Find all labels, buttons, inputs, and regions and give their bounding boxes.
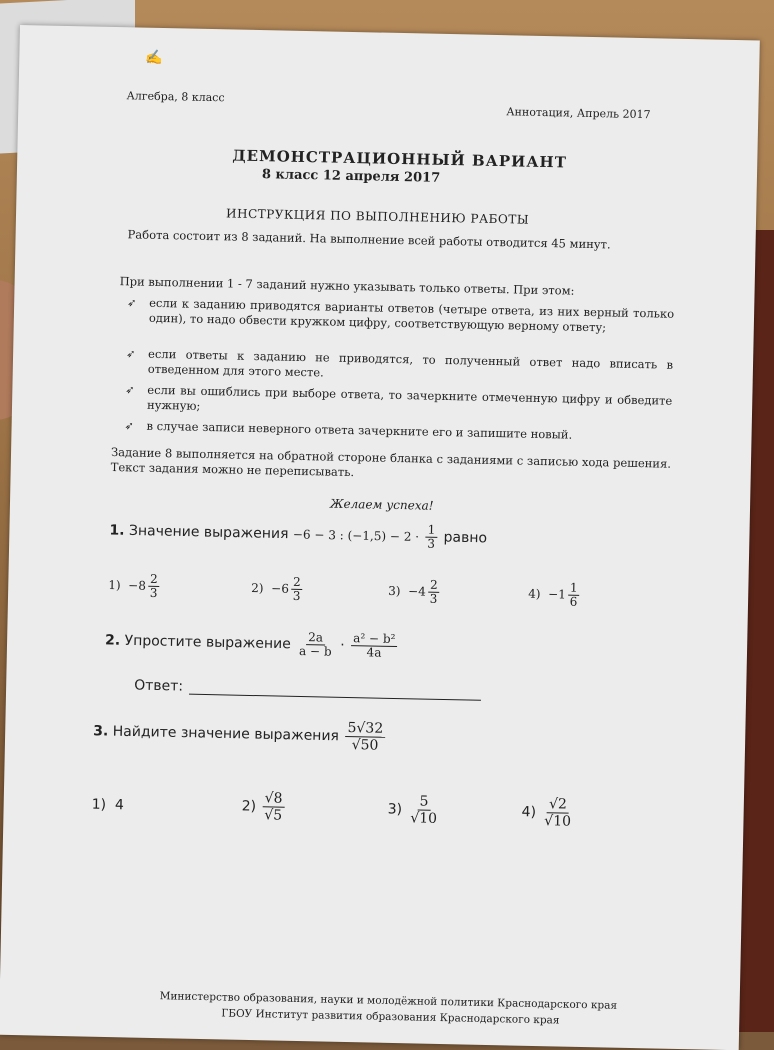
answer-line[interactable] [189,680,481,701]
footer-ministry: Министерство образования, науки и молодёжной политики Краснодарского края [159,990,618,1012]
question-text-end: равно [443,529,488,547]
fraction-numerator: √8 [262,790,284,807]
option-label: 1) [91,796,107,813]
header-subject: Алгебра, 8 класс [126,89,225,105]
bullet-item [124,418,671,445]
bullet-item [126,346,674,388]
good-luck-text: Желаем успеха! [329,496,434,513]
option-fraction [408,793,439,827]
option-2[interactable] [241,790,286,824]
fraction-denominator: √50 [351,737,379,754]
option-label: 3) [388,583,401,599]
option-4[interactable] [528,581,582,609]
option-fraction [542,796,573,830]
option-label: 1) [108,577,121,593]
bullet-icon: ➶ [125,383,135,397]
fraction-numerator: 2 [428,579,440,593]
option-3[interactable] [388,578,442,606]
bullet-icon: ➶ [127,296,137,310]
fraction-denominator: 3 [292,588,301,603]
fraction-numerator: 5 [417,793,430,810]
fraction-denominator: √5 [264,807,283,824]
fraction-numerator: √2 [547,796,569,813]
option-label: 4) [521,804,537,821]
option-fraction [262,790,285,823]
fraction-numerator: 1 [425,524,437,538]
multiply-sign: · [340,637,345,654]
fraction-denominator: a − b [298,643,332,659]
fraction-denominator: √10 [544,813,572,830]
bullet-icon: ➶ [126,347,136,361]
bullet-item [127,295,675,337]
question-text: Найдите значение выражения [112,723,340,745]
fraction [425,524,437,551]
option-1[interactable] [108,572,162,600]
option-whole: −4 [408,584,427,599]
question-2 [105,627,400,660]
instructions-heading: ИНСТРУКЦИЯ ПО ВЫПОЛНЕНИЮ РАБОТЫ [225,206,530,227]
page-title: ДЕМОНСТРАЦИОННЫЙ ВАРИАНТ [232,146,568,172]
option-whole: −8 [128,578,147,593]
bullet-text: если вы ошиблись при выборе ответа, то зачеркните отмеченную цифру и обведите нужную; [146,382,673,413]
fraction-denominator: 4a [366,645,382,660]
option-whole: −6 [271,581,290,596]
option-fraction [291,576,303,603]
expression: −6 − 3 : (−1,5) − 2 · [292,527,420,544]
fraction-denominator: 3 [427,536,436,551]
question-text: Упростите выражение [124,632,291,653]
option-label: 2) [251,580,264,596]
answer-label: Ответ: [134,677,184,695]
fraction-denominator: 3 [429,591,438,606]
option-fraction [568,582,580,609]
option-4[interactable] [521,796,575,830]
header-annotation: Аннотация, Апрель 2017 [506,105,651,122]
bullet-item [125,382,673,424]
fraction-numerator: 2 [148,573,160,587]
bullet-text: в случае записи неверного ответа зачеркните его и запишите новый. [146,418,573,442]
question-text: Значение выражения [128,522,289,543]
question-3 [93,715,388,754]
question-number: 3. [93,723,109,740]
bullet-icon: ➶ [124,419,134,433]
fraction-numerator: 1 [568,582,580,596]
paragraph-duration: Работа состоит из 8 заданий. На выполнение всей работы отводится 45 минут. [127,227,611,252]
question-number: 2. [104,632,121,649]
option-2[interactable] [251,575,305,603]
footer-institute: ГБОУ Институт развития образования Краснодарского края [221,1007,560,1027]
fraction-denominator: 6 [569,594,578,609]
fraction-denominator: 3 [149,585,158,601]
option-label: 2) [241,798,257,815]
option-1[interactable] [92,797,125,814]
option-fraction [148,573,160,600]
option-3[interactable] [387,793,441,827]
question-number: 1. [109,522,125,539]
fraction-numerator: 2 [291,576,303,590]
question-1-options [108,571,669,609]
fraction-denominator: √10 [410,810,438,827]
page-subtitle: 8 класс 12 апреля 2017 [261,167,441,186]
fraction [345,720,385,754]
fraction-numerator: 5√32 [345,720,385,738]
question-1 [109,517,487,552]
paragraph-task8: Задание 8 выполняется на обратной стороне бланка с заданиями с записью хода решения. Текст задания можно не переписывать. [110,445,672,480]
fraction-numerator: 2a [306,631,325,645]
fraction-numerator: a² − b² [351,632,397,647]
bullet-text: если ответы к заданию не приводятся, то полученный ответ надо вписать в отведенном для этого месте. [147,346,674,380]
option-label: 4) [528,586,541,602]
fraction [351,632,398,660]
option-whole: −1 [548,587,567,602]
exam-sheet [0,25,760,1050]
option-fraction [428,579,440,606]
bullet-text: если к заданию приводятся варианты ответов (четыре ответа, из них верный только один), то надо обвести кружком цифру, соответствующую верному ответу; [148,295,675,335]
option-label: 3) [387,801,403,818]
question-3-options [91,787,652,830]
answer-field[interactable] [134,678,481,701]
paragraph-rules: При выполнении 1 - 7 заданий нужно указывать только ответы. При этом: [119,274,575,298]
fraction [297,631,334,659]
logo-icon: ✍ [145,49,163,66]
option-value: 4 [114,797,125,814]
